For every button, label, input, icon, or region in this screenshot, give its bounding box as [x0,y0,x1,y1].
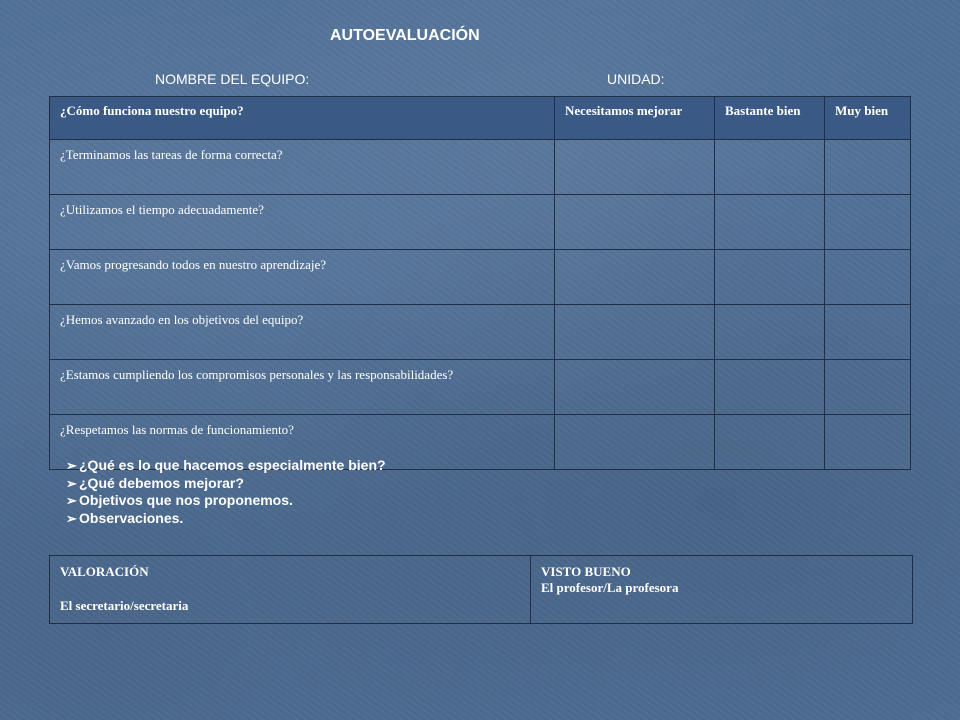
table-row [50,250,911,305]
arrow-bullet-icon: ➢ [66,458,77,473]
rating-cell-quite-good[interactable] [715,415,825,470]
rating-cell-very-good[interactable] [825,415,911,470]
question-cell: ¿Vamos progresando todos en nuestro aprendizaje? [50,250,555,305]
rating-cell-needs-improve[interactable] [555,140,715,195]
signature-row [50,556,913,624]
bullet-text: ¿Qué es lo que hacemos especialmente bien? [79,457,386,473]
bullet-text: ¿Qué debemos mejorar? [79,474,244,491]
rating-cell-quite-good[interactable] [715,250,825,305]
list-item [66,510,386,528]
table-row [50,360,911,415]
rating-cell-needs-improve[interactable] [555,305,715,360]
unit-label: UNIDAD: [607,71,665,87]
table-row [50,140,911,195]
bullet-text: Observaciones. [79,509,184,526]
rating-cell-very-good[interactable] [825,360,911,415]
arrow-bullet-icon: ➢ [66,493,77,508]
rating-cell-needs-improve[interactable] [555,195,715,250]
list-item [66,457,386,475]
page-title: AUTOEVALUACIÓN [330,27,480,44]
question-cell: ¿Respetamos las normas de funcionamiento? [50,415,555,470]
approval-heading: VISTO BUENO [541,564,631,579]
question-cell: ¿Utilizamos el tiempo adecuadamente? [50,195,555,250]
approval-cell[interactable] [531,556,913,624]
arrow-bullet-icon: ➢ [66,510,77,526]
secretary-label: El secretario/secretaria [60,598,189,613]
table-row [50,305,911,360]
rating-cell-needs-improve[interactable] [555,250,715,305]
rating-cell-quite-good[interactable] [715,305,825,360]
teacher-label: El profesor/La profesora [541,580,679,595]
list-item [66,475,386,493]
rating-cell-quite-good[interactable] [715,360,825,415]
rating-cell-very-good[interactable] [825,195,911,250]
rating-cell-quite-good[interactable] [715,195,825,250]
rating-cell-needs-improve[interactable] [555,360,715,415]
rating-cell-very-good[interactable] [825,140,911,195]
valuation-cell[interactable] [50,556,531,624]
team-name-label: NOMBRE DEL EQUIPO: [155,71,310,87]
arrow-bullet-icon: ➢ [66,475,77,491]
table-row [50,195,911,250]
reflection-bullet-list [66,457,386,527]
table-header-row [50,97,911,140]
self-evaluation-table [49,96,911,470]
question-cell: ¿Hemos avanzado en los objetivos del equipo? [50,305,555,360]
column-header-question: ¿Cómo funciona nuestro equipo? [50,97,555,140]
question-cell: ¿Estamos cumpliendo los compromisos personales y las responsabilidades? [50,360,555,415]
signature-table [49,555,913,624]
question-cell: ¿Terminamos las tareas de forma correcta? [50,140,555,195]
rating-cell-needs-improve[interactable] [555,415,715,470]
rating-cell-very-good[interactable] [825,305,911,360]
rating-cell-quite-good[interactable] [715,140,825,195]
rating-cell-very-good[interactable] [825,250,911,305]
list-item [66,492,386,510]
column-header-needs-improve: Necesitamos mejorar [555,97,715,140]
valuation-heading: VALORACIÓN [60,564,149,579]
column-header-quite-good: Bastante bien [715,97,825,140]
bullet-text: Objetivos que nos proponemos. [79,492,293,508]
column-header-very-good: Muy bien [825,97,911,140]
